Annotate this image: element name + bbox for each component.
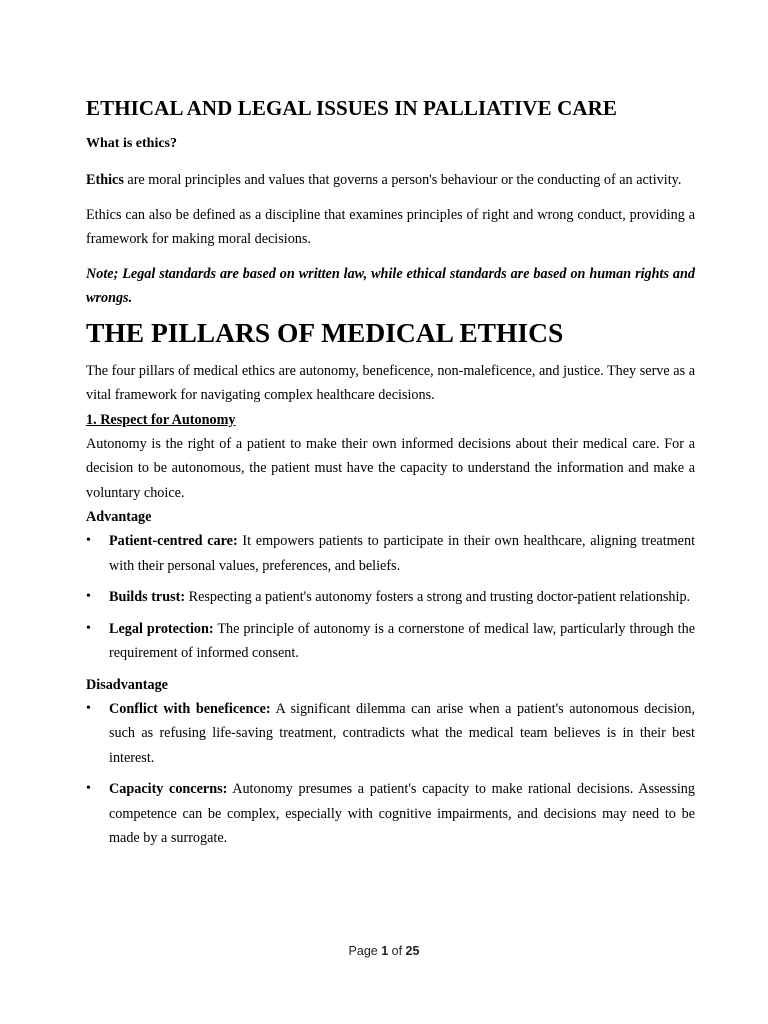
advantage-list <box>86 529 695 666</box>
question-heading: What is ethics? <box>86 136 177 151</box>
list-item <box>86 697 695 771</box>
autonomy-heading: 1. Respect for Autonomy <box>86 411 236 428</box>
list-item-text: The principle of autonomy is a cornerstone of medical law, particularly through the requirement of informed consent. <box>109 620 695 661</box>
list-item <box>86 777 695 851</box>
list-item-term: Builds trust: <box>109 589 186 605</box>
document-title: ETHICAL AND LEGAL ISSUES IN PALLIATIVE CARE <box>86 96 618 120</box>
bullet-icon: • <box>86 781 91 796</box>
bullet-icon: • <box>86 700 91 716</box>
legal-note: Note; Legal standards are based on written law, while ethical standards are based on human rights and wrongs. <box>86 265 695 306</box>
list-item-text: Respecting a patient's autonomy fosters a strong and trusting doctor-patient relationship. <box>185 589 691 605</box>
list-item-term: Patient-centred care: <box>109 533 238 549</box>
ethics-definition <box>86 168 695 193</box>
document-page <box>86 94 695 858</box>
list-item-term: Legal protection: <box>109 620 214 637</box>
page-prefix: Page <box>348 944 382 958</box>
pillars-heading: THE PILLARS OF MEDICAL ETHICS <box>86 316 564 348</box>
ethics-term: Ethics <box>86 172 124 188</box>
bullet-icon: • <box>86 533 91 548</box>
advantage-label: Advantage <box>86 509 152 525</box>
list-item-term: Capacity concerns: <box>109 781 228 797</box>
current-page: 1 <box>381 944 389 958</box>
ethics-definition-text: are moral principles and values that governs a person's behaviour or the conducting of an activity. <box>123 172 682 188</box>
list-item <box>86 529 695 578</box>
list-item-text: Autonomy presumes a patient's capacity to make rational decisions. Assessing competence can be complex, especially with cognitive impairments, and decisions may need to be made by a surrogate. <box>109 781 695 846</box>
list-item-text: It empowers patients to participate in their own healthcare, aligning treatment with their personal values, preferences, and beliefs. <box>109 533 696 574</box>
disadvantage-list <box>86 697 695 851</box>
page-of: of <box>388 944 406 958</box>
bullet-icon: • <box>86 589 91 604</box>
pillars-intro: The four pillars of medical ethics are autonomy, beneficence, non-maleficence, and justice. They serve as a vital framework for navigating complex healthcare decisions. <box>86 362 695 403</box>
disadvantage-label: Disadvantage <box>86 676 168 693</box>
total-pages: 25 <box>405 944 420 958</box>
list-item <box>86 585 695 610</box>
list-item-term: Conflict with beneficence: <box>109 700 271 717</box>
page-number-footer <box>0 944 768 958</box>
list-item <box>86 617 695 666</box>
list-item-text: A significant dilemma can arise when a patient's autonomous decision, such as refusing life-saving treatment, contradicts what the medical team believes is in their best interest. <box>109 700 696 766</box>
ethics-definition-2: Ethics can also be defined as a discipline that examines principles of right and wrong conduct, providing a framework for making moral decisions. <box>86 206 695 247</box>
autonomy-text: Autonomy is the right of a patient to make their own informed decisions about their medical care. For a decision to be autonomous, the patient must have the capacity to understand the information and make a voluntary choice. <box>86 435 695 501</box>
bullet-icon: • <box>86 620 91 636</box>
